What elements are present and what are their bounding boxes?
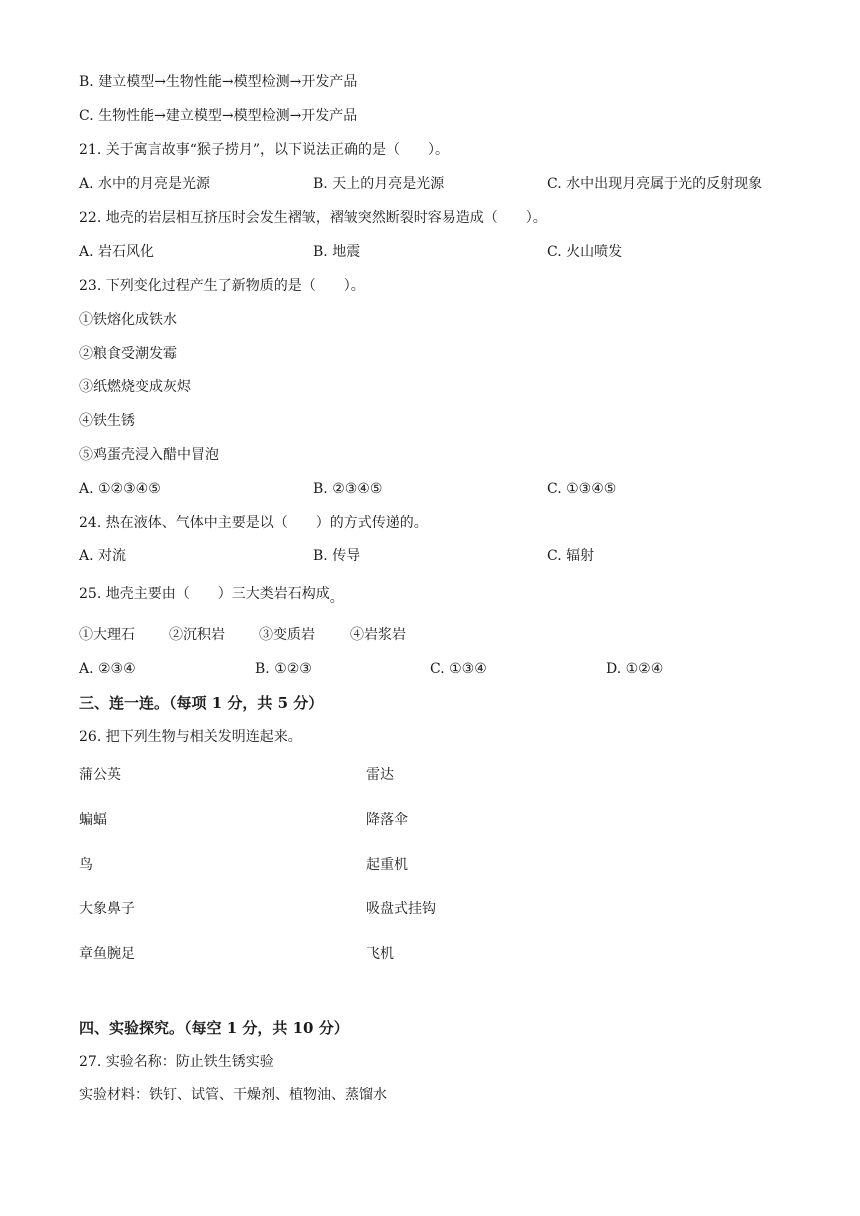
q25-option-c: C. ①③④ — [430, 661, 487, 677]
q25-option-a: A. ②③④ — [79, 661, 136, 677]
match-row-2 — [0, 810, 860, 830]
match-left-3: 鸟 — [79, 857, 93, 873]
q25-stem: 25. 地壳主要由（ ）三大类岩石构成 — [79, 586, 330, 602]
q23-option-a: A. ①②③④⑤ — [79, 481, 161, 497]
q25-options — [0, 659, 860, 679]
q22-options — [0, 242, 860, 262]
q25-items — [0, 625, 860, 645]
q25-option-b: B. ①②③ — [255, 661, 312, 677]
q21-options — [0, 174, 860, 194]
match-left-1: 蒲公英 — [79, 767, 121, 783]
q23-item-1: ①铁熔化成铁水 — [79, 312, 177, 328]
match-right-2: 降落伞 — [366, 812, 408, 828]
q25-item-3: ③变质岩 — [259, 627, 315, 643]
q23-option-b: B. ②③④⑤ — [313, 481, 383, 497]
match-row-1 — [0, 765, 860, 785]
q21-option-c: C. 水中出现月亮属于光的反射现象 — [547, 176, 763, 192]
q22-option-a: A. 岩石风化 — [79, 244, 155, 260]
q25-stem-end: 。 — [329, 590, 344, 606]
q23-item-5: ⑤鸡蛋壳浸入醋中冒泡 — [79, 447, 219, 463]
q21-stem: 21. 关于寓言故事“猴子捞月”，以下说法正确的是（ ）。 — [79, 142, 450, 158]
q22-option-b: B. 地震 — [313, 244, 361, 260]
section-3-heading: 三、连一连。（每项 1 分，共 5 分） — [79, 694, 324, 712]
q25-item-4: ④岩浆岩 — [350, 627, 406, 643]
q24-option-c: C. 辐射 — [547, 548, 595, 564]
q20-option-c: C. 生物性能→建立模型→模型检测→开发产品 — [79, 108, 358, 124]
q22-option-c: C. 火山喷发 — [547, 244, 623, 260]
q22-stem: 22. 地壳的岩层相互挤压时会发生褶皱，褶皱突然断裂时容易造成（ ）。 — [79, 210, 547, 226]
match-right-5: 飞机 — [366, 946, 394, 962]
match-row-3 — [0, 855, 860, 875]
q20-option-b: B. 建立模型→生物性能→模型检测→开发产品 — [79, 74, 358, 90]
match-right-3: 起重机 — [366, 857, 408, 873]
match-row-5 — [0, 944, 860, 964]
q24-options — [0, 546, 860, 566]
section-4-heading: 四、实验探究。（每空 1 分，共 10 分） — [79, 1019, 349, 1037]
q25-option-d: D. ①②④ — [606, 661, 664, 677]
q24-stem: 24. 热在液体、气体中主要是以（ ）的方式传递的。 — [79, 515, 428, 531]
q23-item-3: ③纸燃烧变成灰烬 — [79, 379, 191, 395]
q23-stem: 23. 下列变化过程产生了新物质的是（ ）。 — [79, 278, 365, 294]
q24-option-b: B. 传导 — [313, 548, 361, 564]
q21-option-a: A. 水中的月亮是光源 — [79, 176, 211, 192]
q24-option-a: A. 对流 — [79, 548, 127, 564]
match-right-4: 吸盘式挂钩 — [366, 901, 436, 917]
q27-name: 27. 实验名称：防止铁生锈实验 — [79, 1054, 274, 1070]
match-left-2: 蝙蝠 — [79, 812, 107, 828]
q23-options — [0, 479, 860, 499]
match-left-5: 章鱼腕足 — [79, 946, 135, 962]
q25-item-2: ②沉积岩 — [169, 627, 225, 643]
q26-stem: 26. 把下列生物与相关发明连起来。 — [79, 729, 302, 745]
q27-materials: 实验材料：铁钉、试管、干燥剂、植物油、蒸馏水 — [79, 1087, 387, 1103]
q21-option-b: B. 天上的月亮是光源 — [313, 176, 445, 192]
match-left-4: 大象鼻子 — [79, 901, 135, 917]
q23-item-4: ④铁生锈 — [79, 413, 135, 429]
q25-stem-line — [79, 584, 344, 604]
match-right-1: 雷达 — [366, 767, 394, 783]
q23-option-c: C. ①③④⑤ — [547, 481, 617, 497]
match-row-4 — [0, 899, 860, 919]
q25-item-1: ①大理石 — [79, 627, 135, 643]
q23-item-2: ②粮食受潮发霉 — [79, 346, 177, 362]
